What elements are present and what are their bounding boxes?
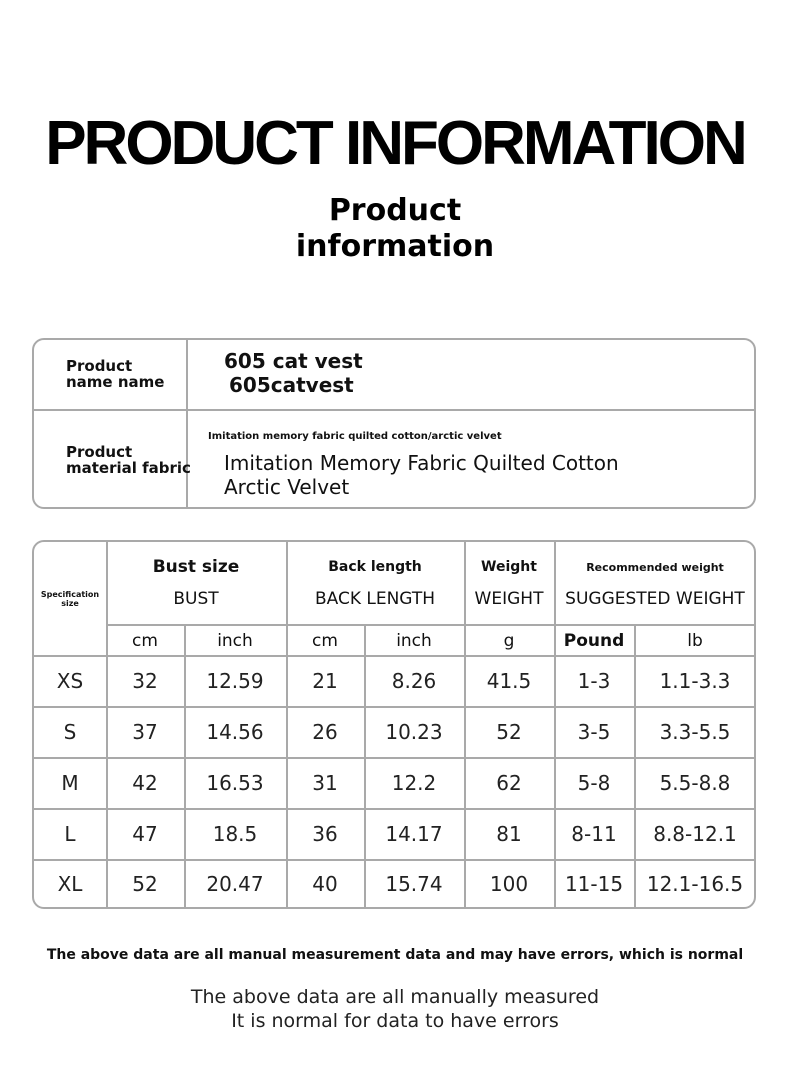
table-cell: 32: [132, 668, 158, 693]
table-cell: 21: [312, 668, 338, 693]
table-cell: 8.26: [391, 668, 437, 693]
table-cell: 14.17: [385, 821, 443, 846]
unit-header: lb: [687, 630, 703, 651]
header-label: Back length: [328, 559, 422, 575]
table-cell: 15.74: [385, 872, 443, 896]
product-name-value: 605 cat vest: [224, 349, 363, 373]
table-cell: 31: [312, 770, 338, 795]
header-label-en: BACK LENGTH: [314, 589, 436, 609]
label-line: name name: [66, 373, 165, 391]
table-cell: 52: [132, 872, 158, 896]
table-cell: 3-5: [577, 719, 611, 744]
table-cell: 62: [496, 770, 522, 795]
divider: [34, 409, 754, 411]
table-cell: 10.23: [385, 719, 443, 744]
disclaimer-line: The above data are all manually measured: [190, 986, 600, 1008]
subtitle-line: Product: [328, 193, 462, 228]
table-cell: 5-8: [577, 770, 611, 795]
section-subtitle: [245, 193, 545, 265]
subtitle-line: information: [295, 229, 495, 264]
table-cell: 12.1-16.5: [646, 872, 744, 896]
product-name-value-alt: 605catvest: [229, 373, 354, 397]
table-cell: 12.59: [206, 668, 264, 693]
product-material-label: [66, 444, 191, 476]
table-cell: 14.56: [206, 719, 264, 744]
table-cell: 81: [496, 821, 522, 846]
table-cell: 47: [132, 821, 158, 846]
label-line: Product: [66, 357, 133, 375]
header-label: Weight: [481, 559, 537, 575]
unit-header: inch: [396, 630, 432, 651]
table-cell: 18.5: [212, 821, 258, 846]
spec-label-line: Specification: [40, 589, 100, 599]
product-material-value: Imitation Memory Fabric Quilted Cotton: [224, 451, 619, 475]
table-cell: 11-15: [564, 872, 624, 896]
size-label: M: [61, 770, 79, 795]
size-label: L: [64, 821, 76, 846]
product-material-small: Imitation memory fabric quilted cotton/arctic velvet: [208, 431, 502, 442]
disclaimer-line: It is normal for data to have errors: [231, 1010, 559, 1032]
product-name-label: [66, 358, 164, 390]
table-cell: 26: [312, 719, 338, 744]
page-title: PRODUCT INFORMATION: [45, 109, 745, 178]
header-label-en: SUGGESTED WEIGHT: [565, 589, 745, 609]
table-cell: 36: [312, 821, 338, 846]
header-label: Recommended weight: [586, 560, 724, 574]
table-cell: 8.8-12.1: [653, 821, 737, 846]
table-cell: 42: [132, 770, 158, 795]
spec-label-line: size: [61, 598, 79, 608]
divider: [186, 340, 188, 507]
unit-header: cm: [312, 630, 338, 651]
table-cell: 37: [132, 719, 158, 744]
table-cell: 1-3: [577, 668, 611, 693]
table-cell: 41.5: [486, 668, 532, 693]
header-label-en: WEIGHT: [474, 589, 544, 609]
unit-header: inch: [217, 630, 253, 651]
size-table: [32, 540, 756, 909]
unit-header: cm: [132, 630, 158, 651]
size-label: S: [63, 719, 77, 744]
label-line: material fabric: [66, 459, 191, 477]
size-label: XS: [56, 668, 84, 693]
unit-header: Pound: [563, 630, 625, 651]
spec-size-header: [34, 542, 106, 655]
size-label: XL: [57, 872, 83, 896]
header-label: Bust size: [152, 557, 240, 577]
product-material-value-line2: Arctic Velvet: [224, 475, 350, 499]
table-cell: 16.53: [206, 770, 264, 795]
table-cell: 5.5-8.8: [659, 770, 731, 795]
table-cell: 8-11: [571, 821, 617, 846]
table-cell: 20.47: [206, 872, 264, 896]
table-cell: 3.3-5.5: [659, 719, 731, 744]
disclaimer-bold: The above data are all manual measurement data and may have errors, which is normal: [46, 947, 744, 963]
product-info-box: [32, 338, 756, 509]
header-label-en: BUST: [173, 589, 219, 609]
table-cell: 12.2: [391, 770, 437, 795]
label-line: Product: [66, 443, 133, 461]
table-cell: 40: [312, 872, 338, 896]
table-cell: 100: [489, 872, 529, 896]
unit-header: g: [503, 630, 515, 651]
disclaimer: [0, 985, 790, 1033]
table-cell: 52: [496, 719, 522, 744]
table-cell: 1.1-3.3: [659, 668, 731, 693]
